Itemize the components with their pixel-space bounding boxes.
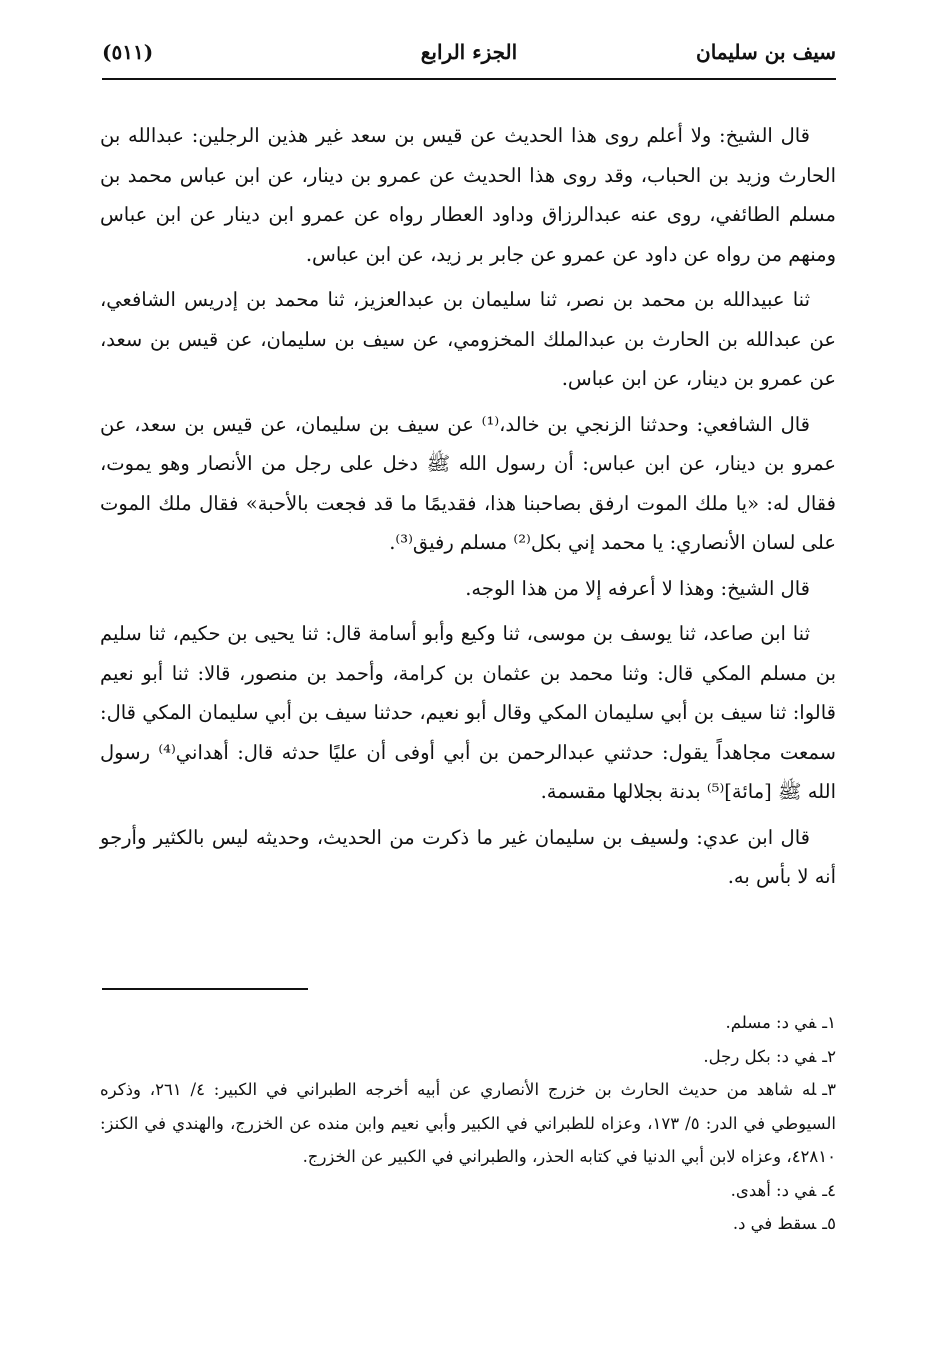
page-header [102,38,836,80]
paragraph: ثنا عبيدالله بن محمد بن نصر، ثنا سليمان بن عبدالعزيز، ثنا محمد بن إدريس الشافعي، عن عبدالله بن الحارث بن عبدالملك المخزومي، عن سيف بن سليمان، عن قيس بن سعد، عن عمرو بن دينار، عن ابن عباس. [100,288,836,390]
footnote [100,1207,836,1241]
running-title: سيف بن سليمان [696,40,836,64]
footnote-text: في د: بكل رجل. [703,1046,817,1066]
footnote [100,1174,836,1208]
footnote-number: ٣ـ [822,1080,836,1099]
footnote-number: ٤ـ [822,1180,836,1200]
footnote [100,1040,836,1074]
footnote-number: ١ـ [822,1013,836,1032]
volume-title: الجزء الرابع [420,40,518,64]
footnote-text: له شاهد من حديث الحارث بن خزرج الأنصاري عن أبيه أخرجه الطبراني في الكبير: ٤/ ٢٦١، وذكره السيوطي في الدر: ٥/ ١٧٣، وعزاه للطبراني في الكبير وأبي نعيم وابن منده عن الخزرج، والهندي في الكنز: ٤٢٨١٠، وعزاه لابن أبي الدنيا في كتابه الحذر، والطبراني في الكبير عن الخزرج. [100,1080,836,1166]
paragraph: ثنا ابن صاعد، ثنا يوسف بن موسى، ثنا وكيع وأبو أسامة قال: ثنا يحيى بن حكيم، ثنا سليم بن مسلم المكي قال: وثنا محمد بن عثمان بن كرامة، وأحمد بن منصور، قالا: ثنا أبو نعيم قالوا: ثنا سيف بن أبي سليمان المكي وقال أبو نعيم، حدثنا سيف بن أبي سليمان المكي قال: سمعت مجاهداً يقول: حدثني عبدالرحمن بن أبي أوفى أن عليًا حدثه قال: أهداني⁽⁴⁾ رسول الله ﷺ [مائة]⁽⁵⁾ بدنة بجلالها مقسمة. [100,622,836,803]
footnotes [100,1006,836,1241]
footnote-number: ٥ـ [822,1214,836,1233]
paragraph: قال الشيخ: وهذا لا أعرفه إلا من هذا الوجه. [465,576,810,600]
footnote [100,1073,836,1174]
footnote-text: سقط في د. [732,1214,817,1233]
paragraph: قال الشافعي: وحدثنا الزنجي بن خالد،⁽¹⁾ عن سيف بن سليمان، عن قيس بن سعد، عن عمرو بن دينار، عن ابن عباس: أن رسول الله ﷺ دخل على رجل من الأنصار وهو يموت، فقال له: «يا ملك الموت ارفق بصاحبنا هذا، فقديمًا ما قد فجعت بالأحبة» فقال ملك الموت على لسان الأنصاري: يا محمد إني بكل⁽²⁾ مسلم رفيق⁽³⁾. [100,412,836,554]
footnote-number: ٢ـ [822,1046,836,1066]
footnote-text: في د: أهدى. [730,1180,817,1200]
footnote [100,1006,836,1040]
footnote-divider [102,988,308,990]
main-text [100,116,836,903]
paragraph: قال ابن عدي: ولسيف بن سليمان غير ما ذكرت من الحديث، وحديثه ليس بالكثير وأرجو أنه لا بأس به. [100,825,836,888]
page-number: (٥١١) [102,40,154,64]
paragraph: قال الشيخ: ولا أعلم روى هذا الحديث عن قيس بن سعد غير هذين الرجلين: عبدالله بن الحارث وزيد بن الحباب، وقد روى هذا الحديث عن عمرو بن دينار، عن ابن عباس محمد بن مسلم الطائفي، روى عنه عبدالرزاق وداود العطار رواه عن عمرو ابن دينار عن ابن عباس ومنهم من رواه عن داود عن عمرو عن جابر بر زيد، عن ابن عباس. [100,124,836,266]
footnote-text: في د: مسلم. [725,1013,817,1032]
